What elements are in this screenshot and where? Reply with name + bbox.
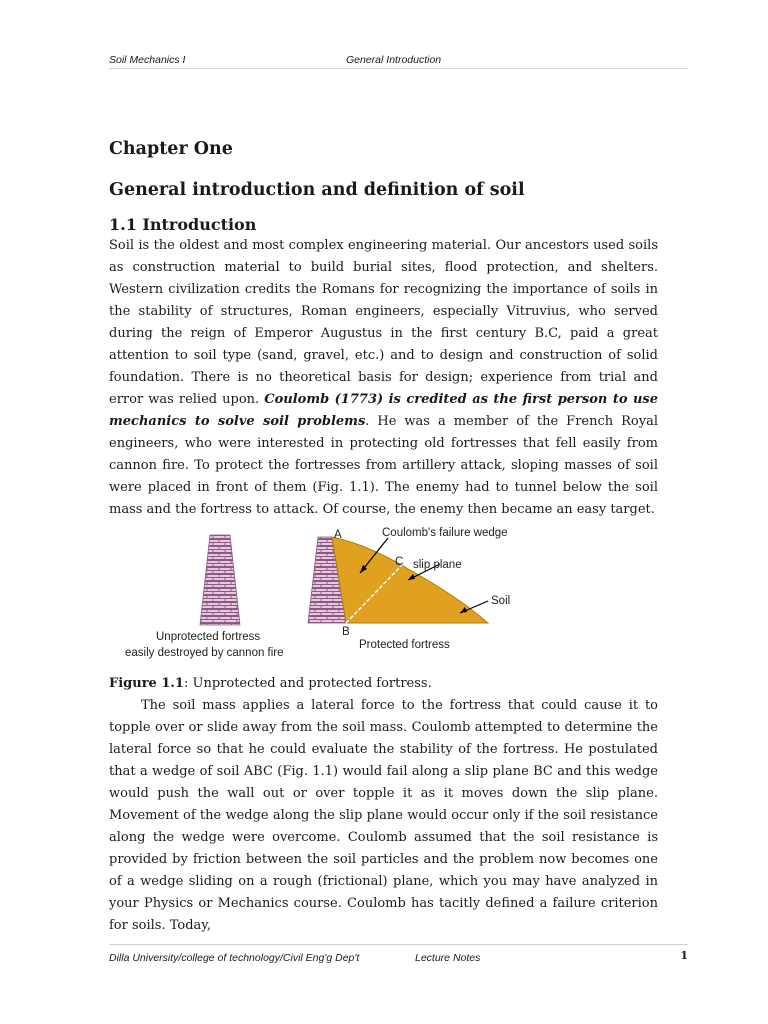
unprotected-caption-line1: Unprotected fortress: [156, 631, 261, 643]
footer-institution: Dilla University/college of technology/Civil Eng'g Dep't: [109, 952, 360, 964]
section-title: 1.1 Introduction: [109, 215, 257, 234]
figure-caption-text: : Unprotected and protected fortress.: [183, 676, 432, 691]
header-section-title: General Introduction: [346, 54, 442, 66]
coulomb-emphasis: Coulomb (1773) is credited as the first person to use mechanics to solve soil problems: [109, 392, 658, 429]
intro-paragraph-part1: Soil is the oldest and most complex engineering material. Our ancestors used soils as construction material to build burial sites, flood protection, and shelters. Western civilization credits the Romans for recognizing the importance of soils in the stability of structures, Roman engineers, especially Vitruvius, who served during the reign of Emperor Augustus in the first century B.C, paid a great attention to soil type (sand, gravel, etc.) and to design and construction of solid foundation. There is no theoretical basis for design; experience from trial and error was relied upon.: [109, 238, 658, 407]
fortress-figure: [120, 525, 511, 665]
point-c-label: C: [395, 556, 404, 568]
page-header: [109, 54, 688, 69]
body-paragraph-2: The soil mass applies a lateral force to the fortress that could cause it to topple over or slide away from the soil mass. Coulomb attempted to determine the lateral force so that he could evaluate the stability of the fortress. He postulated that a wedge of soil ABC (Fig. 1.1) would fail along a slip plane BC and this wedge would push the wall out or over topple it as it moves down the slip plane. Movement of the wedge along the slip plane would occur only if the soil resistance along the wedge were overcome. Coulomb assumed that the soil resistance is provided by friction between the soil particles and the problem now becomes one of a wedge sliding on a rough (frictional) plane, which you may have analyzed in your Physics or Mechanics course. Coulomb has tacitly defined a failure criterion for soils. Today,: [109, 698, 658, 933]
intro-paragraph: [109, 235, 658, 521]
failure-wedge-label: Coulomb's failure wedge: [382, 527, 508, 539]
header-course-title: Soil Mechanics I: [109, 54, 186, 66]
chapter-title: Chapter One: [109, 139, 233, 159]
figure-caption: [109, 676, 432, 691]
protected-caption: Protected fortress: [359, 639, 450, 651]
intro-paragraph-part2: . He was a member of the French Royal engineers, who were interested in protecting old fortresses that fell easily from cannon fire. To protect the fortresses from artillery attack, sloping masses of soil were placed in front of them (Fig. 1.1). The enemy had to tunnel below the soil mass and the fortress to attack. Of course, the enemy then became an easy target.: [109, 414, 658, 517]
slip-plane-label: slip plane: [413, 559, 462, 571]
unprotected-caption-line2: easily destroyed by cannon fire: [125, 647, 284, 659]
soil-label: Soil: [491, 595, 511, 607]
page-number: 1: [680, 949, 688, 962]
main-title: General introduction and definition of soil: [109, 180, 525, 200]
footer-lecture-notes: Lecture Notes: [415, 952, 481, 964]
page-footer: [109, 944, 688, 965]
figure-caption-label: Figure 1.1: [109, 676, 184, 691]
point-a-label: A: [334, 529, 342, 541]
point-b-label: B: [342, 626, 350, 638]
unprotected-fortress-wall: [200, 535, 240, 625]
